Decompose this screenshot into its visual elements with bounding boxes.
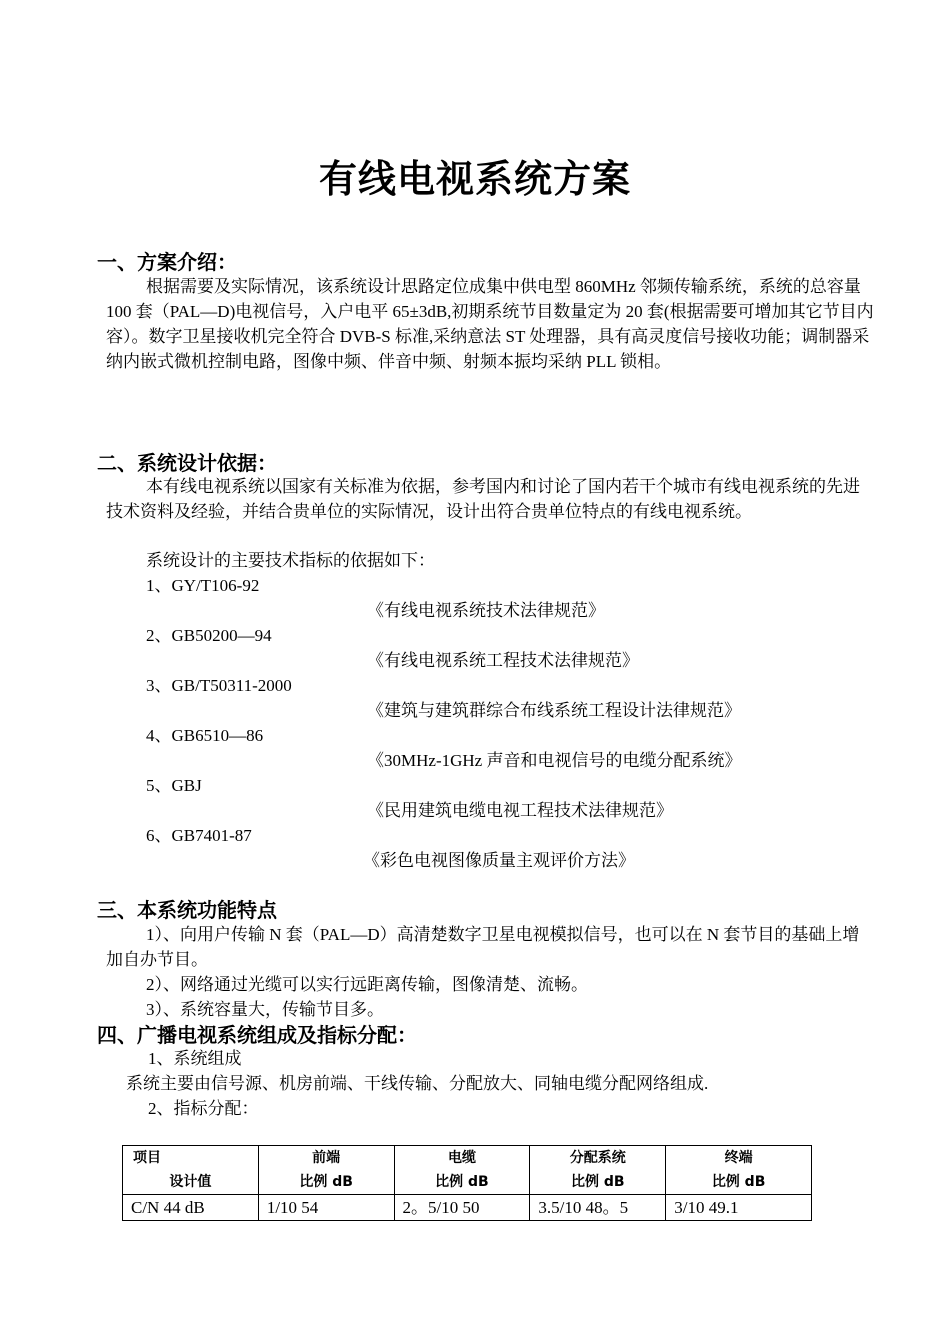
index-allocation-table <box>122 1145 812 1221</box>
section-2-paragraph: 本有线电视系统以国家有关标准为依据，参考国内和讨论了国内若干个城市有线电视系统的先进技术资料及经验，并结合贵单位的实际情况，设计出符合贵单位特点的有线电视系统。 <box>106 477 860 521</box>
section-2-heading: 二、系统设计依据： <box>97 451 277 475</box>
column-subheader: 比例 dB <box>711 1174 766 1190</box>
standard-code: 1、GY/T106-92 <box>146 576 260 595</box>
table-header-cell <box>394 1146 530 1195</box>
standard-name: 《民用建筑电缆电视工程技术法律规范》 <box>367 801 673 820</box>
section-3-heading: 三、本系统功能特点 <box>97 898 277 922</box>
standard-code: 5、GBJ <box>146 776 202 795</box>
column-header: 电缆 <box>447 1150 476 1166</box>
subsection-title: 2、指标分配： <box>148 1099 259 1118</box>
standard-code: 2、GB50200—94 <box>146 626 272 645</box>
table-cell <box>530 1195 666 1221</box>
cell-value: 3.5/10 48。5 <box>538 1198 629 1217</box>
column-subheader: 设计值 <box>169 1174 212 1190</box>
standard-name: 《有线电视系统技术法律规范》 <box>367 601 605 620</box>
feature-item: 3）、系统容量大，传输节目多。 <box>146 1000 384 1019</box>
cell-value: 3/10 49.1 <box>674 1198 739 1217</box>
table-cell <box>394 1195 530 1221</box>
feature-item: 1）、向用户传输 N 套（PAL—D）高清楚数字卫星电视模拟信号，也可以在 N 套节目的基础上增加自办节目。 <box>106 925 860 969</box>
cell-value: 1/10 54 <box>266 1198 319 1217</box>
page-title: 有线电视系统方案 <box>318 157 631 201</box>
subsection-title: 1、系统组成 <box>148 1049 242 1068</box>
section-1-heading: 一、方案介绍： <box>97 250 237 274</box>
standard-name: 《彩色电视图像质量主观评价方法》 <box>363 851 635 870</box>
column-subheader: 比例 dB <box>435 1174 489 1190</box>
standard-code: 6、GB7401-87 <box>146 826 252 845</box>
table-header-cell <box>530 1146 666 1195</box>
standard-name: 《有线电视系统工程技术法律规范》 <box>367 651 639 670</box>
column-subheader: 比例 dB <box>571 1174 625 1190</box>
composition-text: 系统主要由信号源、机房前端、干线传输、分配放大、同轴电缆分配网络组成. <box>126 1074 709 1093</box>
table-cell <box>123 1195 259 1221</box>
table-header-cell <box>123 1146 259 1195</box>
standards-intro: 系统设计的主要技术指标的依据如下： <box>146 551 435 570</box>
section-4-heading: 四、广播电视系统组成及指标分配： <box>97 1023 417 1047</box>
feature-item: 2）、网络通过光缆可以实行远距离传输，图像清楚、流畅。 <box>146 975 588 994</box>
cell-value: 2。5/10 50 <box>402 1198 480 1217</box>
table-header-row <box>123 1146 812 1195</box>
standard-code: 4、GB6510—86 <box>146 726 264 745</box>
column-header: 前端 <box>312 1150 341 1166</box>
table-cell <box>666 1195 812 1221</box>
standard-name: 《30MHz-1GHz 声音和电视信号的电缆分配系统》 <box>367 751 742 770</box>
column-header: 分配系统 <box>569 1150 626 1166</box>
column-header: 终端 <box>724 1150 753 1166</box>
standard-name: 《建筑与建筑群综合布线系统工程设计法律规范》 <box>367 701 741 720</box>
table-cell <box>258 1195 394 1221</box>
column-subheader: 比例 dB <box>299 1174 353 1190</box>
standard-code: 3、GB/T50311-2000 <box>146 676 292 695</box>
table-header-cell <box>666 1146 812 1195</box>
cell-value: C/N 44 dB <box>131 1198 205 1217</box>
section-1-paragraph: 根据需要及实际情况，该系统设计思路定位成集中供电型 860MHz 邻频传输系统，系统的总容量 100 套（PAL—D)电视信号，入户电平 65±3dB,初期系统节目数量定为 20 套(根据需要可增加其它节目内容）。数字卫星接收机完全符合 DVB-S 标准,采纳意法 ST 处理器，具有高灵度信号接收功能；调制器采纳内嵌式微机控制电路，图像中频、伴音中频、射频本振均采纳 PLL 锁相。 <box>106 277 874 371</box>
table-header-cell <box>258 1146 394 1195</box>
table-row <box>123 1195 812 1221</box>
column-header: 项目 <box>133 1150 161 1166</box>
